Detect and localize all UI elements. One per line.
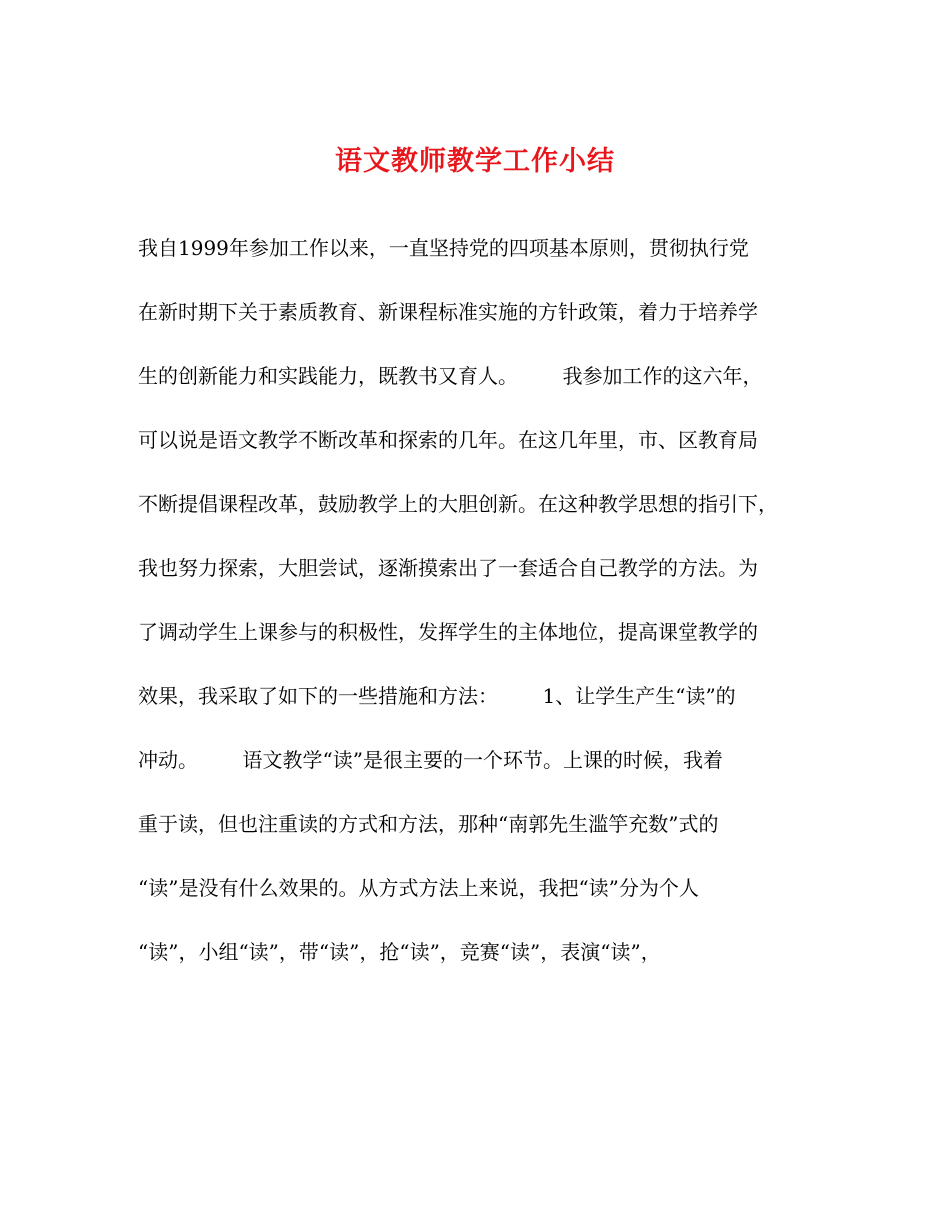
body-line: 在新时期下关于素质教育、新课程标准实施的方针政策，着力于培养学 xyxy=(138,300,758,324)
body-line: 不断提倡课程改革，鼓励教学上的大胆创新。在这种教学思想的指引下， xyxy=(138,492,778,516)
body-line: 冲动。 语文教学“读”是很主要的一个环节。上课的时候，我着 xyxy=(138,748,723,772)
body-line: 了调动学生上课参与的积极性，发挥学生的主体地位，提高课堂教学的 xyxy=(138,620,758,644)
body-line: 可以说是语文教学不断改革和探索的几年。在这几年里，市、区教育局 xyxy=(138,428,758,452)
body-line: 生的创新能力和实践能力，既教书又育人。 我参加工作的这六年， xyxy=(138,364,763,388)
body-line: 重于读，但也注重读的方式和方法，那种“南郭先生滥竽充数”式的 xyxy=(138,812,719,836)
body-line: “读”，小组“读”，带“读”，抢“读”，竞赛“读”，表演“读”， xyxy=(138,940,661,964)
body-line: 效果，我采取了如下的一些措施和方法： 1、让学生产生“读”的 xyxy=(138,684,736,708)
document-body xyxy=(138,228,828,996)
body-line: 我自1999年参加工作以来，一直坚持党的四项基本原则，贯彻执行党 xyxy=(138,236,749,260)
body-line: “读”是没有什么效果的。从方式方法上来说，我把“读”分为个人 xyxy=(138,876,699,900)
document-title: 语文教师教学工作小结 xyxy=(335,146,615,177)
body-line: 我也努力探索，大胆尝试，逐渐摸索出了一套适合自己教学的方法。为 xyxy=(138,556,758,580)
